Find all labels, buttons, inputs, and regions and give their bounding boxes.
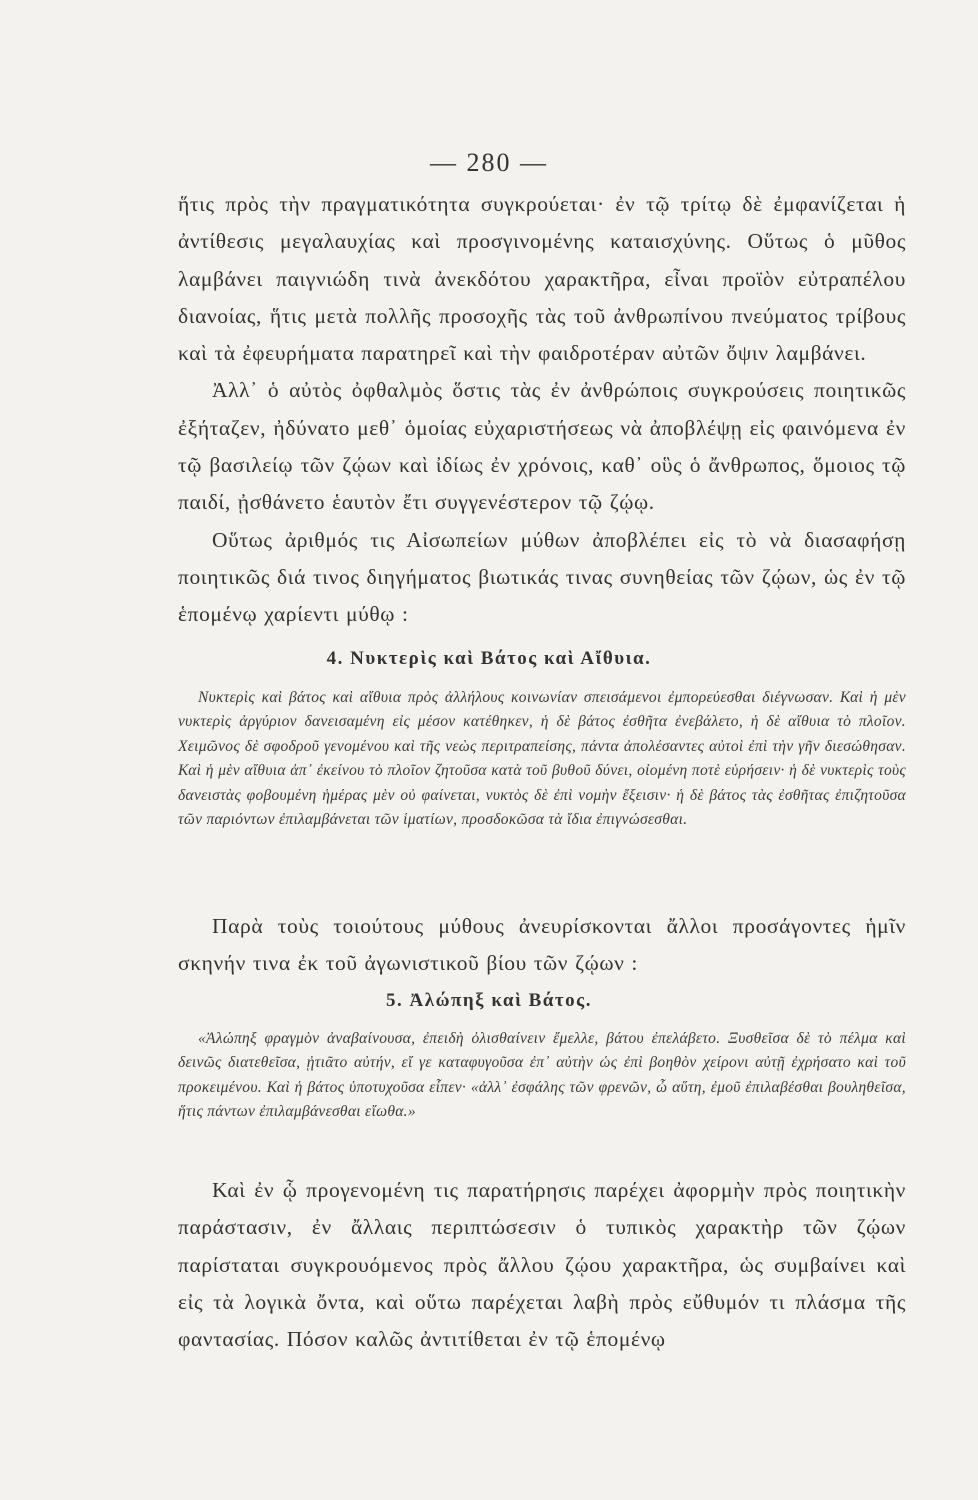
paragraph-1: ἥτις πρὸς τὴν πραγματικότητα συγκρούεται· ἐν τῷ τρίτῳ δὲ ἐμφανίζεται ἡ ἀντίθεσις μεγαλαυχίας καὶ προσγινομένης καταισχύνης. Οὕτως ὁ μῦθος λαμβάνει παιγνιώδη τινὰ ἀνεκδότου χαρακτῆρα, εἶναι προϊὸν εὐτραπέλου διανοίας, ἥτις μετὰ πολλῆς προσοχῆς τὰς τοῦ ἀνθρωπίνου πνεύματος τρίβους καὶ τὰ ἐφευρήματα παρατηρεῖ καὶ τὴν φαιδροτέραν αὐτῶν ὄψιν λαμβάνει. — [178, 192, 906, 366]
text-block-2 — [178, 908, 906, 983]
fable-4-title: 4. Νυκτερὶς καὶ Βάτος καὶ Αἴθυια. — [326, 648, 652, 669]
fable-4-text-block — [178, 686, 906, 832]
paragraph-3: Οὕτως ἀριθμός τις Αἰσωπείων μύθων ἀποβλέπει εἰς τὸ νὰ διασαφήσῃ ποιητικῶς διά τινος διηγήματος βιωτικάς τινας συνηθείας τῶν ζῴων, ὡς ἐν τῷ ἑπομένῳ χαρίεντι μύθῳ : — [178, 527, 906, 627]
text-block-1 — [178, 186, 906, 634]
fable-5-title: 5. Ἀλώπηξ καὶ Βάτος. — [386, 990, 592, 1011]
fable-4-text: Νυκτερὶς καὶ βάτος καὶ αἴθυια πρὸς ἀλλήλους κοινωνίαν σπεισάμενοι ἐμπορεύεσθαι διέγνωσαν. Καὶ ἡ μὲν νυκτερὶς ἀργύριον δανεισαμένη εἰς μέσον κατέθηκεν, ἡ δὲ βάτος ἐσθῆτα ἐνεβάλετο, ἡ δὲ αἴθυια τὸ πλοῖον. Χειμῶνος δὲ σφοδροῦ γενομένου καὶ τῆς νεὼς περιτραπείσης, πάντα ἀπολέσαντες αὐτοὶ ἐπὶ τὴν γῆν διεσώθησαν. Καὶ ἡ μὲν αἴθυια ἀπ᾽ ἐκείνου τὸ πλοῖον ζητοῦσα κατὰ τοῦ βυθοῦ δύνει, οἰομένη ποτὲ εὑρήσειν· ἡ δὲ νυκτερὶς τοὺς δανειστὰς φοβουμένη ἡμέρας μὲν οὐ φαίνεται, νυκτὸς δὲ ἐπὶ νομὴν ἔξεισιν· ἡ δὲ βάτος τὰς ἐσθῆτας ἐπιζητοῦσα τῶν παριόντων ἐπιλαμβάνεται τῶν ἱματίων, προσδοκῶσα τὰ ἴδια ἐπιγνώσεσθαι. — [178, 689, 906, 829]
page-number: — 280 — — [430, 148, 548, 177]
fable-5-text: «Ἀλώπηξ φραγμὸν ἀναβαίνουσα, ἐπειδὴ ὀλισθαίνειν ἔμελλε, βάτου ἐπελάβετο. Ξυσθεῖσα δὲ τὸ πέλμα καὶ δεινῶς διατεθεῖσα, ᾐτιᾶτο αὐτήν, εἴ γε καταφυγοῦσα ἐπ᾽ αὐτὴν ὡς ἐπὶ βοηθὸν χείρονι αὐτῇ ἐχρήσατο καὶ τοῦ προκειμένου. Καὶ ἡ βάτος ὑποτυχοῦσα εἶπεν· «ἀλλ᾽ ἐσφάλης τῶν φρενῶν, ὦ αὕτη, ἐμοῦ ἐπιλαβέσθαι βουληθεῖσα, ἥτις πάντων ἐπιλαμβάνεσθαι εἴωθα.» — [178, 1030, 906, 1121]
paragraph-4: Παρὰ τοὺς τοιούτους μύθους ἀνευρίσκονται ἄλλοι προσάγοντες ἡμῖν σκηνήν τινα ἐκ τοῦ ἀγωνιστικοῦ βίου τῶν ζῴων : — [178, 914, 906, 976]
paragraph-2: Ἀλλ᾽ ὁ αὐτὸς ὀφθαλμὸς ὅστις τὰς ἐν ἀνθρώποις συγκρούσεις ποιητικῶς ἐξήταζεν, ἠδύνατο μεθ᾽ ὁμοίας εὐχαριστήσεως νὰ ἀποβλέψῃ εἰς φαινόμενα ἐν τῷ βασιλείῳ τῶν ζῴων καὶ ἰδίως ἐν χρόνοις, καθ᾽ οὓς ὁ ἄνθρωπος, ὅμοιος τῷ παιδί, ᾐσθάνετο ἑαυτὸν ἔτι συγγενέστερον τῷ ζῴῳ. — [178, 378, 906, 515]
text-block-3 — [178, 1172, 906, 1358]
paragraph-5: Καὶ ἐν ᾧ προγενομένη τις παρατήρησις παρέχει ἀφορμὴν πρὸς ποιητικὴν παράστασιν, ἐν ἄλλαις περιπτώσεσιν ὁ τυπικὸς χαρακτὴρ τῶν ζῴων παρίσταται συγκρουόμενος πρὸς ἄλλου ζῴου χαρακτῆρα, ὡς συμβαίνει καὶ εἰς τὰ λογικὰ ὄντα, καὶ οὕτω παρέχεται λαβὴ πρὸς εὔθυμόν τι πλάσμα τῆς φαντασίας. Πόσον καλῶς ἀντιτίθεται ἐν τῷ ἑπομένῳ — [178, 1178, 906, 1352]
fable-5-text-block — [178, 1027, 906, 1125]
